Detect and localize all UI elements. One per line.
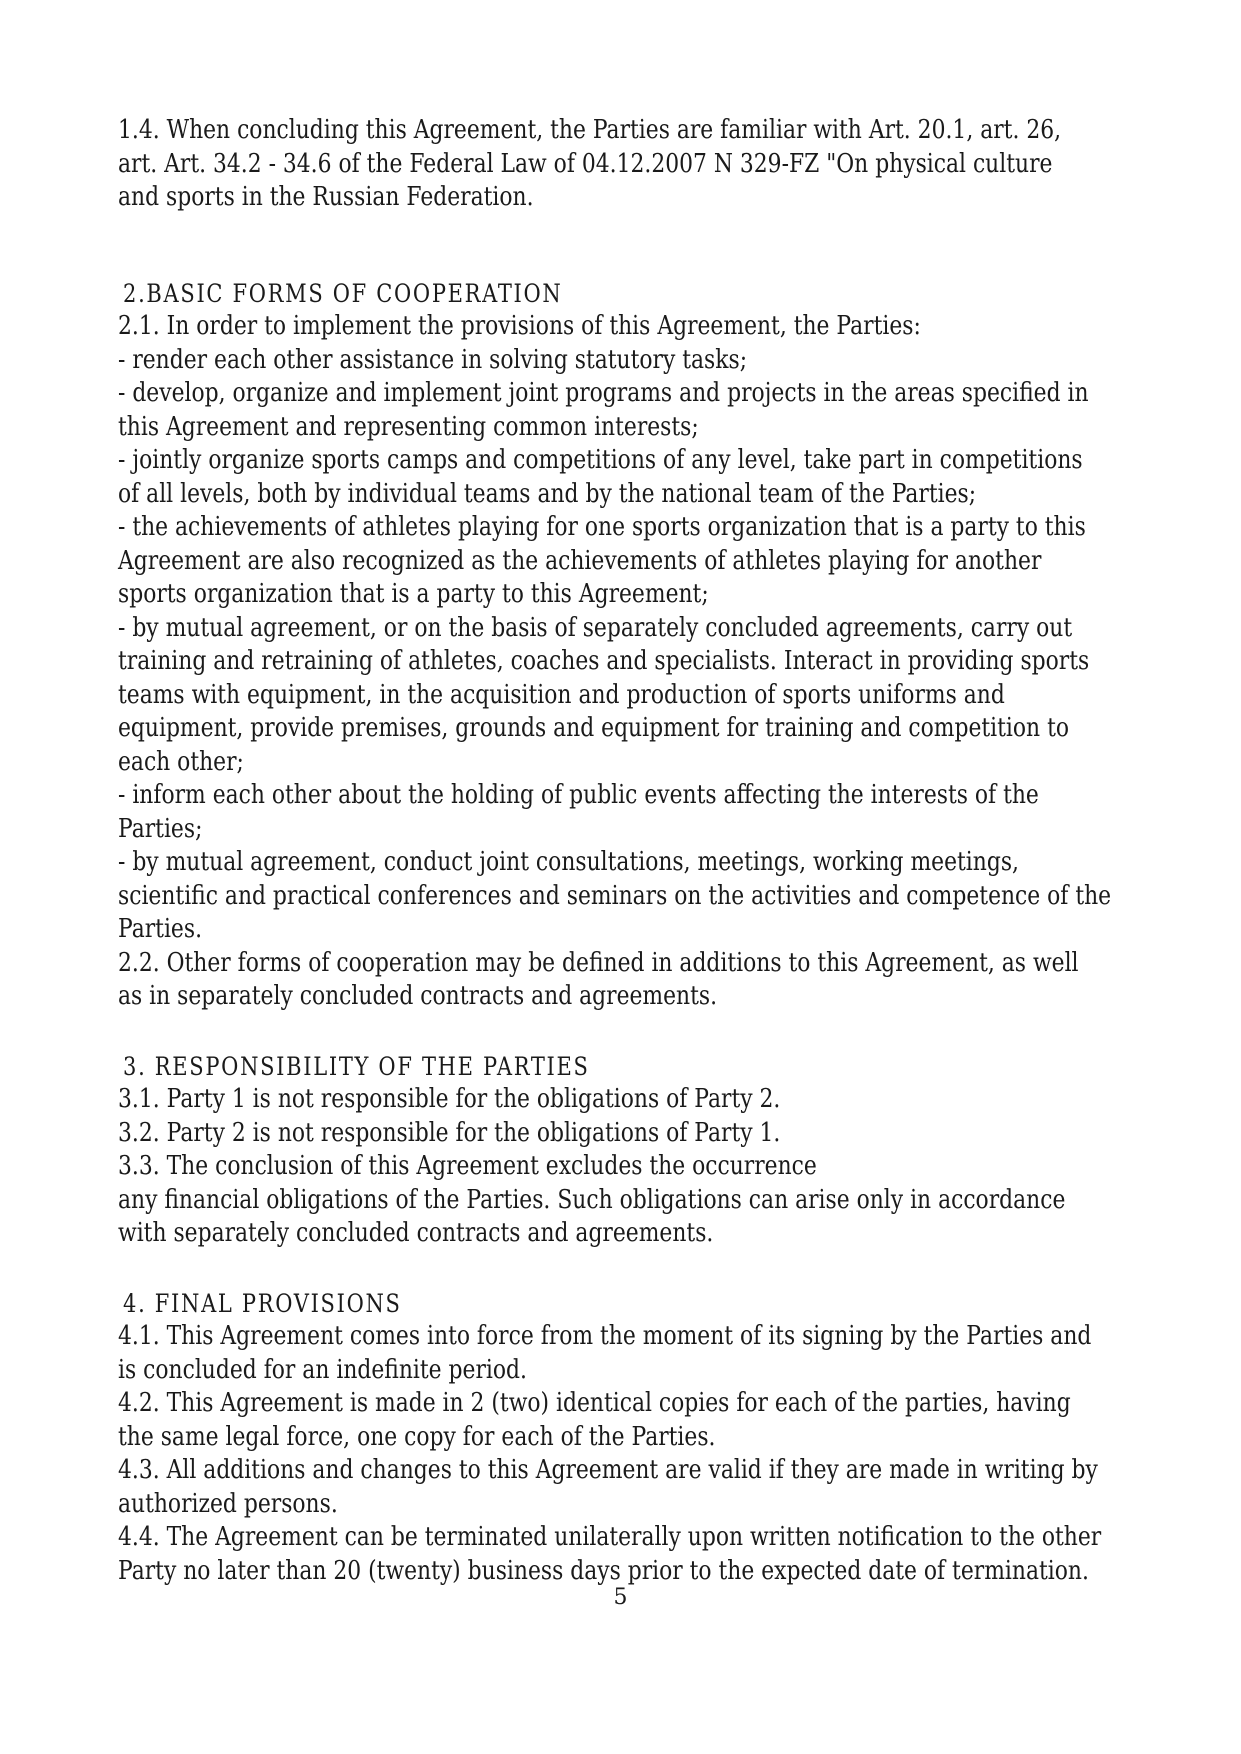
text-line: Parties;: [118, 813, 203, 844]
text-line: this Agreement and representing common interests;: [118, 411, 699, 442]
text-line: any financial obligations of the Parties. Such obligations can arise only in accordance: [118, 1184, 1066, 1215]
text-line: each other;: [118, 746, 244, 777]
text-line: - render each other assistance in solving statutory tasks;: [118, 344, 748, 375]
text-line: 1.4. When concluding this Agreement, the Parties are familiar with Art. 20.1, art. 26,: [118, 115, 1062, 145]
text-line: scientific and practical conferences and seminars on the activities and competence of the: [118, 880, 1112, 911]
text-line: 3.2. Party 2 is not responsible for the obligations of Party 1.: [118, 1117, 781, 1148]
page-number: 5: [613, 1585, 628, 1610]
text-line: is concluded for an indefinite period.: [118, 1354, 527, 1385]
text-line: the same legal force, one copy for each of the Parties.: [118, 1421, 716, 1452]
text-line: 2.2. Other forms of cooperation may be defined in additions to this Agreement, as well: [118, 947, 1079, 978]
text-line: art. Art. 34.2 - 34.6 of the Federal Law of 04.12.2007 N 329-FZ "On physical culture: [118, 148, 1053, 179]
text-line: 3.3. The conclusion of this Agreement excludes the occurrence: [118, 1151, 817, 1181]
section-final-provisions: [118, 1287, 1102, 1589]
text-line: Agreement are also recognized as the achievements of athletes playing for another: [118, 545, 1042, 576]
text-line: - by mutual agreement, or on the basis of separately concluded agreements, carry out: [118, 612, 1073, 643]
text-line: 4.4. The Agreement can be terminated unilaterally upon written notification to the other: [118, 1522, 1102, 1552]
spacer: [118, 1251, 983, 1287]
intro-paragraph: [118, 114, 1062, 215]
text-line: equipment, provide premises, grounds and equipment for training and competition to: [118, 713, 1069, 743]
text-line: training and retraining of athletes, coaches and specialists. Interact in providing sports: [118, 646, 1090, 676]
text-line: Party no later than 20 (twenty) business days prior to the expected date of termination.: [118, 1555, 1089, 1586]
text-line: - inform each other about the holding of public events affecting the interests of the: [118, 780, 1039, 810]
text-line: 4.3. All additions and changes to this Agreement are valid if they are made in writing by: [118, 1455, 1098, 1485]
text-line: - jointly organize sports camps and competitions of any level, take part in competitions: [118, 445, 1083, 475]
text-line: as in separately concluded contracts and agreements.: [118, 981, 718, 1011]
text-line: of all levels, both by individual teams and by the national team of the Parties;: [118, 478, 977, 509]
section-basic-forms: [118, 277, 1112, 1014]
text-line: teams with equipment, in the acquisition and production of sports uniforms and: [118, 679, 1005, 710]
text-line: - the achievements of athletes playing for one sports organization that is a party to this: [118, 512, 1086, 542]
text-line: 2.1. In order to implement the provisions of this Agreement, the Parties:: [118, 311, 921, 341]
section-heading: 2.BASIC FORMS OF COOPERATION: [123, 278, 563, 308]
text-line: Parties.: [118, 914, 203, 944]
section-heading: 4. FINAL PROVISIONS: [123, 1288, 402, 1318]
text-line: with separately concluded contracts and agreements.: [118, 1218, 714, 1248]
text-line: sports organization that is a party to this Agreement;: [118, 579, 709, 609]
text-line: - by mutual agreement, conduct joint consultations, meetings, working meetings,: [118, 847, 1019, 877]
text-line: 4.1. This Agreement comes into force from the moment of its signing by the Parties and: [118, 1321, 1092, 1351]
text-line: and sports in the Russian Federation.: [118, 182, 534, 212]
text-line: 3.1. Party 1 is not responsible for the obligations of Party 2.: [118, 1084, 781, 1114]
text-line: 4.2. This Agreement is made in 2 (two) identical copies for each of the parties, having: [118, 1388, 1071, 1418]
text-line: authorized persons.: [118, 1488, 338, 1519]
section-responsibility: [118, 1050, 1066, 1251]
text-line: - develop, organize and implement joint programs and projects in the areas specified in: [118, 378, 1089, 408]
spacer: [118, 215, 983, 277]
section-heading: 3. RESPONSIBILITY OF THE PARTIES: [123, 1051, 590, 1081]
document-body: [118, 114, 1112, 1588]
spacer: [118, 1014, 983, 1050]
